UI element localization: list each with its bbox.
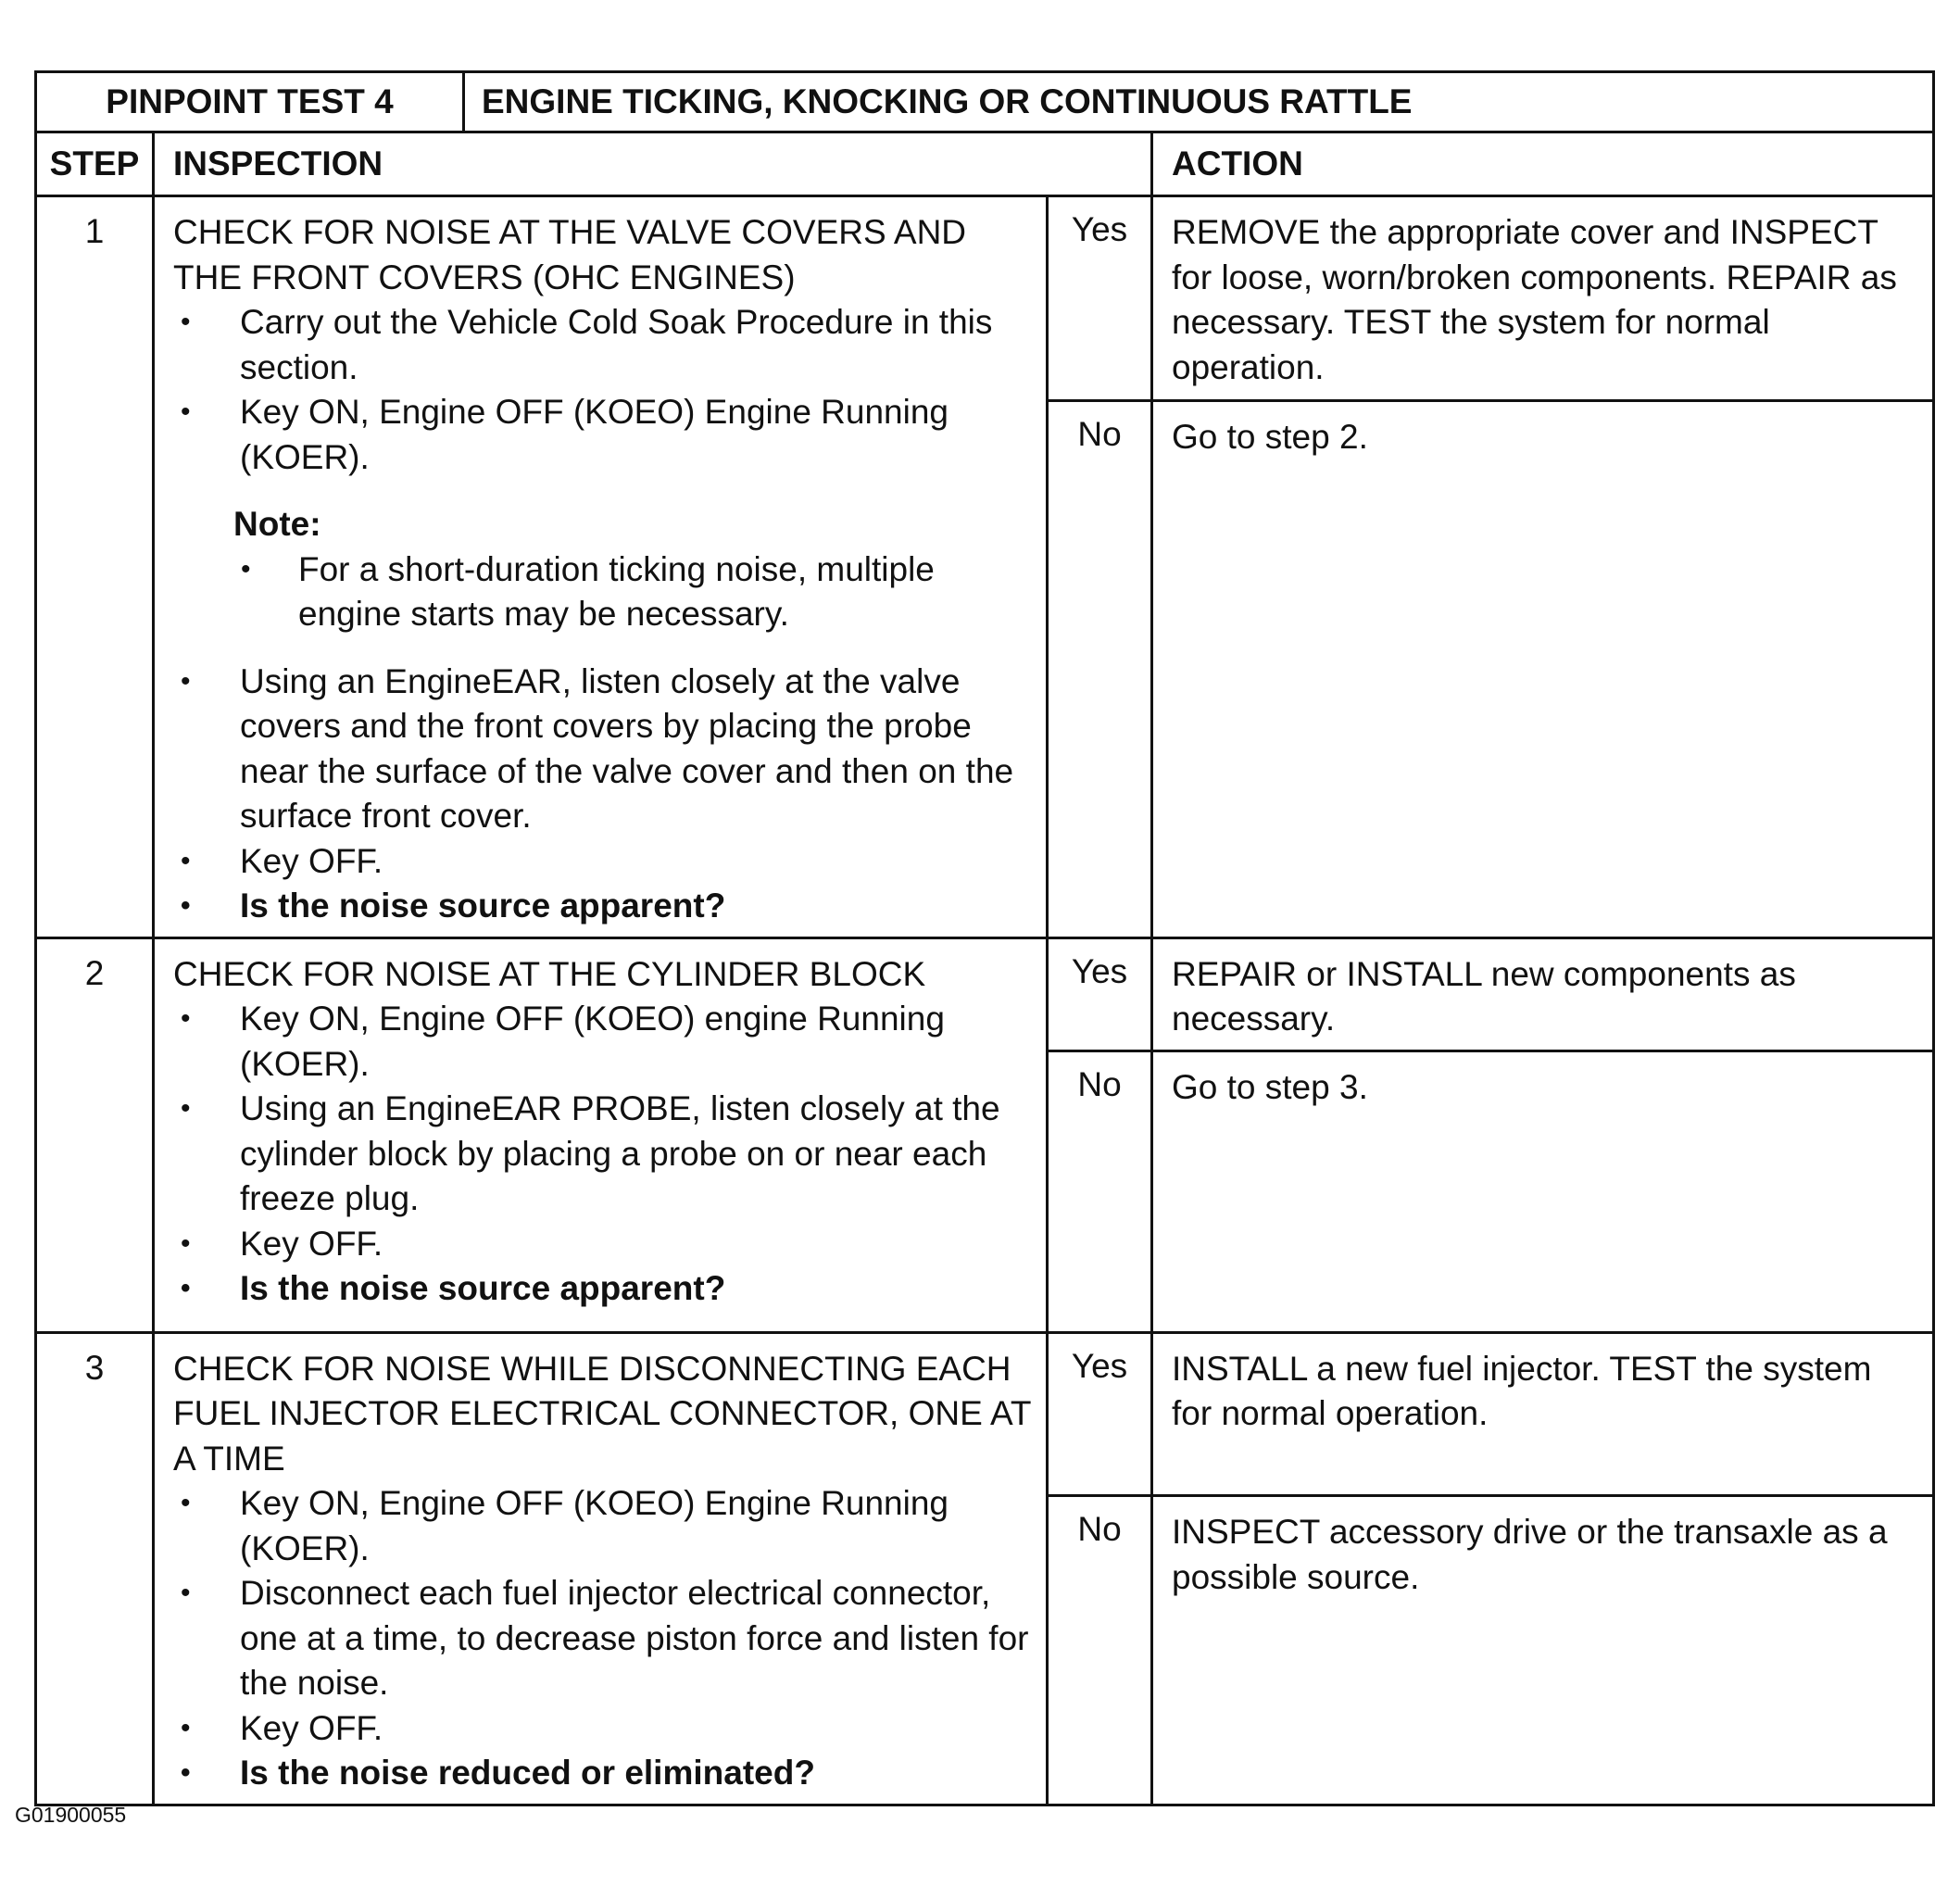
header-action: ACTION [1152,132,1934,196]
pinpoint-test-table-wrapper [34,70,1932,1806]
step-question: • Is the noise source apparent? [173,884,1033,929]
bullet-item: • Key OFF. [173,839,1033,885]
yes-action: REPAIR or INSTALL new components as necessary. [1152,937,1934,1050]
bullet-item: • Key ON, Engine OFF (KOEO) Engine Running (KOER). [173,390,1033,480]
bullet-item: • Carry out the Vehicle Cold Soak Procedure in this section. [173,300,1033,390]
step-number: 2 [36,937,154,1332]
bullet-item: • Key ON, Engine OFF (KOEO) engine Running (KOER). [173,997,1033,1087]
yes-label: Yes [1048,937,1152,1050]
step-1-note [233,502,1033,637]
step-1-inspection [154,196,1048,938]
header-row [36,132,1934,196]
no-label: No [1048,1050,1152,1332]
step-heading: CHECK FOR NOISE WHILE DISCONNECTING EACH FUEL INJECTOR ELECTRICAL CONNECTOR, ONE AT A TIME [173,1349,1031,1478]
step-number: 1 [36,196,154,938]
step-heading: CHECK FOR NOISE AT THE CYLINDER BLOCK [173,954,926,993]
step-1-bullets-a [173,300,1033,480]
step-3-inspection [154,1332,1048,1805]
test-id: PINPOINT TEST 4 [36,72,464,132]
step-question: • Is the noise source apparent? [173,1266,1033,1312]
bullet-item: • Using an EngineEAR PROBE, listen closely at the cylinder block by placing a probe on or near each freeze plug. [173,1087,1033,1222]
no-label: No [1048,1496,1152,1805]
yes-action: REMOVE the appropriate cover and INSPECT for loose, worn/broken components. REPAIR as necessary. TEST the system for normal operation. [1152,196,1934,401]
header-step: STEP [36,132,154,196]
step-3-yes-row [36,1332,1934,1496]
test-name: ENGINE TICKING, KNOCKING OR CONTINUOUS RATTLE [464,72,1934,132]
step-heading: CHECK FOR NOISE AT THE VALVE COVERS AND THE FRONT COVERS (OHC ENGINES) [173,213,967,296]
bullet-item: • Disconnect each fuel injector electrical connector, one at a time, to decrease piston force and listen for the noise. [173,1571,1033,1706]
note-bullets [233,547,1033,637]
yes-action: INSTALL a new fuel injector. TEST the system for normal operation. [1152,1332,1934,1496]
step-2-bullets [173,997,1033,1312]
bullet-item: • Key OFF. [173,1706,1033,1752]
step-1-bullets-b [173,660,1033,929]
note-bullet-item: • For a short-duration ticking noise, multiple engine starts may be necessary. [233,547,1033,637]
figure-id: G01900055 [15,1803,127,1827]
note-label: Note: [233,505,321,543]
bullet-item: • Key ON, Engine OFF (KOEO) Engine Running (KOER). [173,1481,1033,1571]
bullet-item: • Key OFF. [173,1222,1033,1267]
bullet-item: • Using an EngineEAR, listen closely at the valve covers and the front covers by placing the probe near the surface of the valve cover and then on the surface front cover. [173,660,1033,839]
step-question: • Is the noise reduced or eliminated? [173,1751,1033,1796]
step-1-yes-row [36,196,1934,401]
no-action: Go to step 2. [1152,401,1934,937]
yes-label: Yes [1048,196,1152,401]
step-2-inspection [154,937,1048,1332]
title-row [36,72,1934,132]
no-label: No [1048,401,1152,937]
step-2-yes-row [36,937,1934,1050]
no-action: INSPECT accessory drive or the transaxle as a possible source. [1152,1496,1934,1805]
pinpoint-test-table [34,70,1935,1806]
header-inspection: INSPECTION [154,132,1152,196]
no-action: Go to step 3. [1152,1050,1934,1332]
yes-label: Yes [1048,1332,1152,1496]
step-3-bullets [173,1481,1033,1796]
step-number: 3 [36,1332,154,1805]
